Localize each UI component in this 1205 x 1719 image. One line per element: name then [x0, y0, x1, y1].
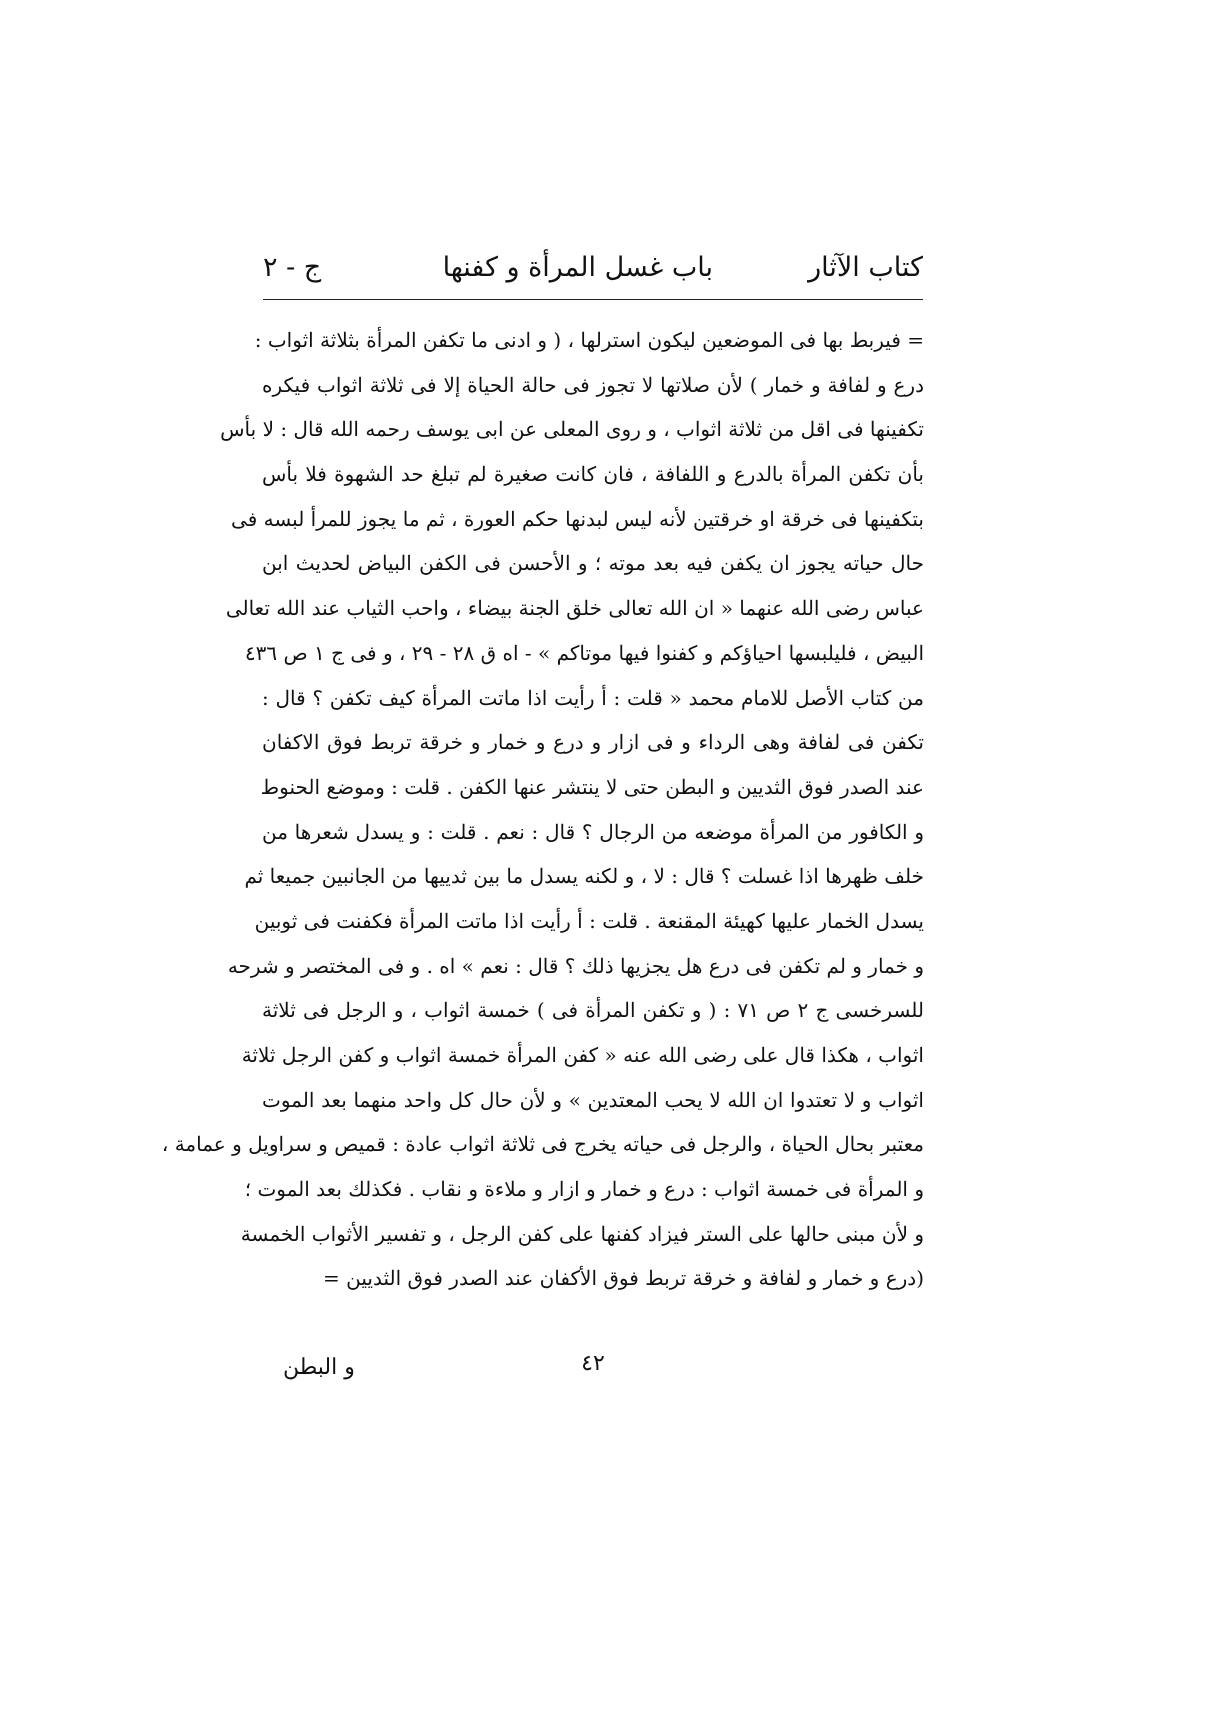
text-line: و خمار و لم تكفن فى درع هل يجزيها ذلك ؟ قال : نعم » اه . و فى المختصر و شرحه — [227, 953, 924, 978]
header-divider — [263, 299, 923, 300]
text-line: بأن تكفن المرأة بالدرع و اللفافة ، فان كانت صغيرة لم تبلغ حد الشهوة فلا بأس — [262, 462, 924, 487]
text-line: اثواب ، هكذا قال على رضى الله عنه « كفن المرأة خمسة اثواب و كفن الرجل ثلاثة — [241, 1043, 924, 1067]
text-line: تكفينها فى اقل من ثلاثة اثواب ، و روى المعلى عن ابى يوسف رحمه الله قال : لا بأس — [220, 417, 924, 442]
text-line: للسرخسى ج ٢ ص ٧١ : ( و تكفن المرأة فى ) خمسة اثواب ، و الرجل فى ثلاثة — [262, 998, 924, 1023]
chapter-title: باب غسل المرأة و كفنها — [442, 252, 713, 283]
running-header — [263, 248, 923, 294]
page-number: ٤٢ — [581, 1351, 605, 1376]
text-line: درع و لفافة و خمار ) لأن صلاتها لا تجوز فى حالة الحياة إلا فى ثلاثة اثواب فيكره — [262, 372, 924, 397]
text-line: عباس رضى الله عنهما « ان الله تعالى خلق الجنة بيضاء ، واحب الثياب عند الله تعالى — [225, 596, 924, 621]
text-line: و الكافور من المرأة موضعه من الرجال ؟ قال : نعم . قلت : و يسدل شعرها من — [262, 819, 924, 844]
page-footer — [263, 1351, 923, 1391]
text-line: يسدل الخمار عليها كهيئة المقنعة . قلت : أ رأيت اذا ماتت المرأة فكفنت فى ثوبين — [254, 908, 924, 933]
text-line: من كتاب الأصل للامام محمد « قلت : أ رأيت اذا ماتت المرأة كيف تكفن ؟ قال : — [262, 685, 924, 710]
book-title: كتاب الآثار — [808, 252, 923, 283]
text-line: تكفن فى لفافة وهى الرداء و فى ازار و درع و خمار و خرقة تربط فوق الاكفان — [262, 730, 924, 755]
text-line: اثواب و لا تعتدوا ان الله لا يحب المعتدين » و لأن حال كل واحد منهما بعد الموت — [262, 1087, 924, 1112]
text-line: البيض ، فليلبسها احياؤكم و كفنوا فيها موتاكم » - اه ق ٢٨ - ٢٩ ، و فى ج ١ ص ٤٣٦ — [244, 640, 924, 665]
text-line: خلف ظهرها اذا غسلت ؟ قال : لا ، و لكنه يسدل ما بين ثدييها من الجانبين جميعا ثم — [244, 864, 924, 889]
text-line: = فيربط بها فى الموضعين ليكون استرلها ، ( و ادنى ما تكفن المرأة بثلاثة اثواب : — [254, 328, 924, 352]
text-line: و المرأة فى خمسة اثواب : درع و خمار و ازار و ملاءة و نقاب . فكذلك بعد الموت ؛ — [244, 1177, 924, 1202]
catchword: و البطن — [283, 1355, 355, 1380]
text-line: و لأن مبنى حالها على الستر فيزاد كفنها على كفن الرجل ، و تفسير الأثواب الخمسة — [240, 1221, 924, 1246]
text-line: معتبر بحال الحياة ، والرجل فى حياته يخرج فى ثلاثة اثواب عادة : قميص و سراويل و عمامة ، — [161, 1132, 924, 1157]
volume-label: ج - ٢ — [263, 252, 322, 283]
text-line: (درع و خمار و لفافة و خرقة تربط فوق الأكفان عند الصدر فوق الثديين = — [323, 1266, 924, 1291]
body-text — [161, 318, 924, 1301]
text-line: عند الصدر فوق الثديين و البطن حتى لا ينتشر عنها الكفن . قلت : وموضع الحنوط — [260, 774, 924, 799]
text-line: بتكفينها فى خرقة او خرقتين لأنه ليس لبدنها حكم العورة ، ثم ما يجوز للمرأ لبسه فى — [231, 506, 924, 531]
text-line: حال حياته يجوز ان يكفن فيه بعد موته ؛ و الأحسن فى الكفن البياض لحديث ابن — [262, 551, 924, 576]
